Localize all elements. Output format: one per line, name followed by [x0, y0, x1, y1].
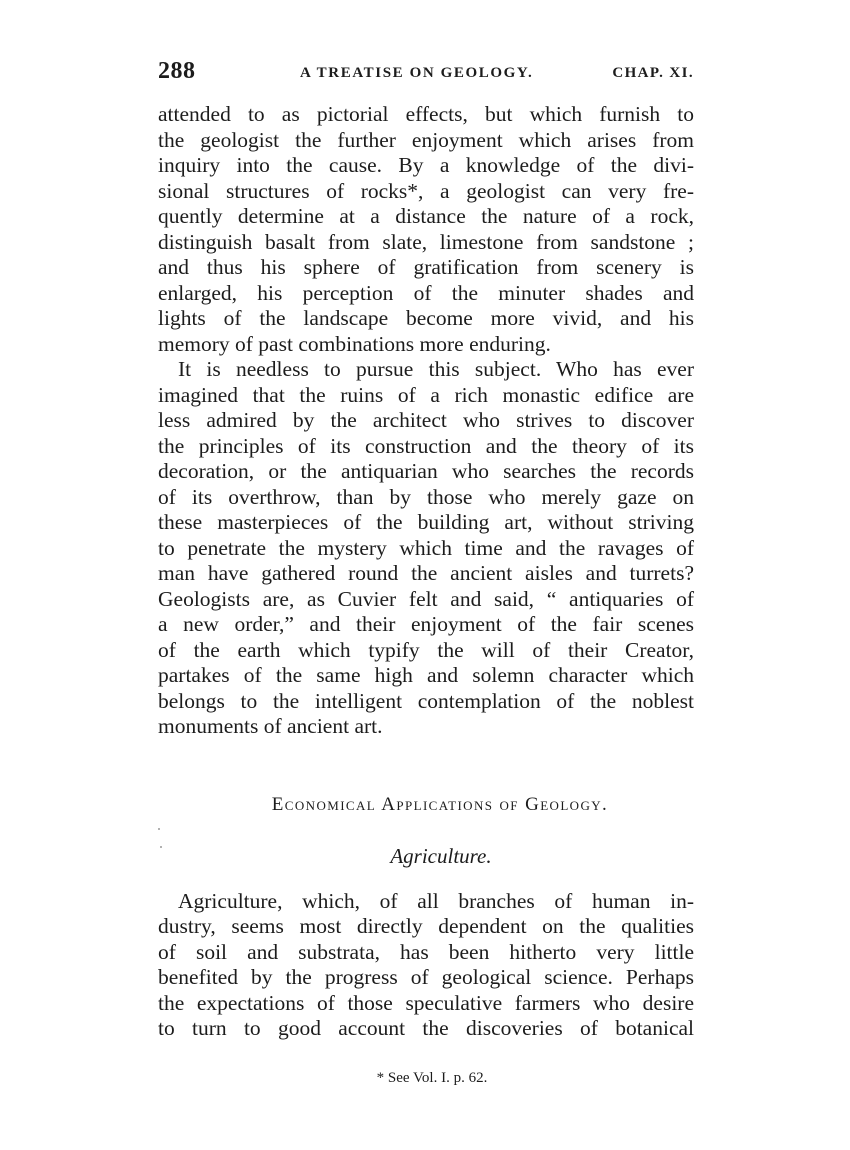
- text-line: to penetrate the mystery which time and the ravages of: [158, 535, 694, 560]
- text-line: a new order,” and their enjoyment of the fair scenes: [158, 612, 694, 636]
- text-line: Agriculture, which, of all branches of human in-: [178, 888, 694, 913]
- text-line: to turn to good account the discoveries of botanical: [158, 1016, 694, 1040]
- text-line: quently determine at a distance the nature of a rock,: [158, 204, 694, 228]
- paragraph-2: [158, 357, 694, 740]
- book-page: [158, 58, 694, 1042]
- text-line: of its overthrow, than by those who merely gaze on: [158, 484, 694, 509]
- text-line: imagined that the ruins of a rich monastic edifice are: [158, 382, 694, 407]
- page-number: 288: [158, 58, 196, 84]
- text-line: belongs to the intelligent contemplation of the noblest: [158, 688, 694, 713]
- text-line: It is needless to pursue this subject. Who has ever: [178, 357, 694, 381]
- body-text: [158, 102, 694, 740]
- text-line: memory of past combinations more enduring.: [158, 331, 551, 356]
- text-line: sional structures of rocks*, a geologist can very fre-: [158, 178, 694, 203]
- text-line: of the earth which typify the will of their Creator,: [158, 637, 694, 662]
- text-line: partakes of the same high and solemn character which: [158, 663, 694, 687]
- text-line: enlarged, his perception of the minuter shades and: [158, 280, 694, 305]
- text-line: monuments of ancient art.: [158, 714, 383, 738]
- text-line: dustry, seems most directly dependent on the qualities: [158, 914, 694, 938]
- text-line: decoration, or the antiquarian who searches the records: [158, 459, 694, 483]
- paragraph-3: [158, 889, 694, 1042]
- text-line: the geologist the further enjoyment which arises from: [158, 127, 694, 152]
- text-line: inquiry into the cause. By a knowledge of the divi-: [158, 153, 694, 177]
- print-speck: [160, 846, 162, 848]
- running-head: [158, 58, 694, 88]
- footnote: * See Vol. I. p. 62.: [376, 1070, 488, 1086]
- section-heading: Economical Applications of Geology.: [271, 793, 609, 815]
- print-speck: [158, 828, 160, 830]
- text-line: less admired by the architect who strives to discover: [158, 408, 694, 432]
- text-line: distinguish basalt from slate, limestone from sandstone ;: [158, 229, 694, 254]
- text-line: and thus his sphere of gratification from scenery is: [158, 255, 694, 279]
- paragraph-1: [158, 102, 694, 357]
- body-text-continued: [158, 889, 694, 1042]
- text-line: benefited by the progress of geological science. Perhaps: [158, 965, 694, 989]
- text-line: Geologists are, as Cuvier felt and said, “ antiquaries of: [158, 586, 694, 611]
- chapter-label: CHAP. XI.: [612, 65, 694, 81]
- text-line: these masterpieces of the building art, without striving: [158, 510, 694, 534]
- sub-heading: Agriculture.: [390, 843, 492, 868]
- text-line: of soil and substrata, has been hitherto very little: [158, 939, 694, 964]
- running-title: A TREATISE ON GEOLOGY.: [300, 65, 534, 81]
- text-line: man have gathered round the ancient aisles and turrets?: [158, 561, 694, 585]
- text-line: attended to as pictorial effects, but which furnish to: [158, 102, 694, 126]
- text-line: the principles of its construction and the theory of its: [158, 433, 694, 458]
- text-line: the expectations of those speculative farmers who desire: [158, 990, 694, 1015]
- text-line: lights of the landscape become more vivid, and his: [158, 306, 694, 330]
